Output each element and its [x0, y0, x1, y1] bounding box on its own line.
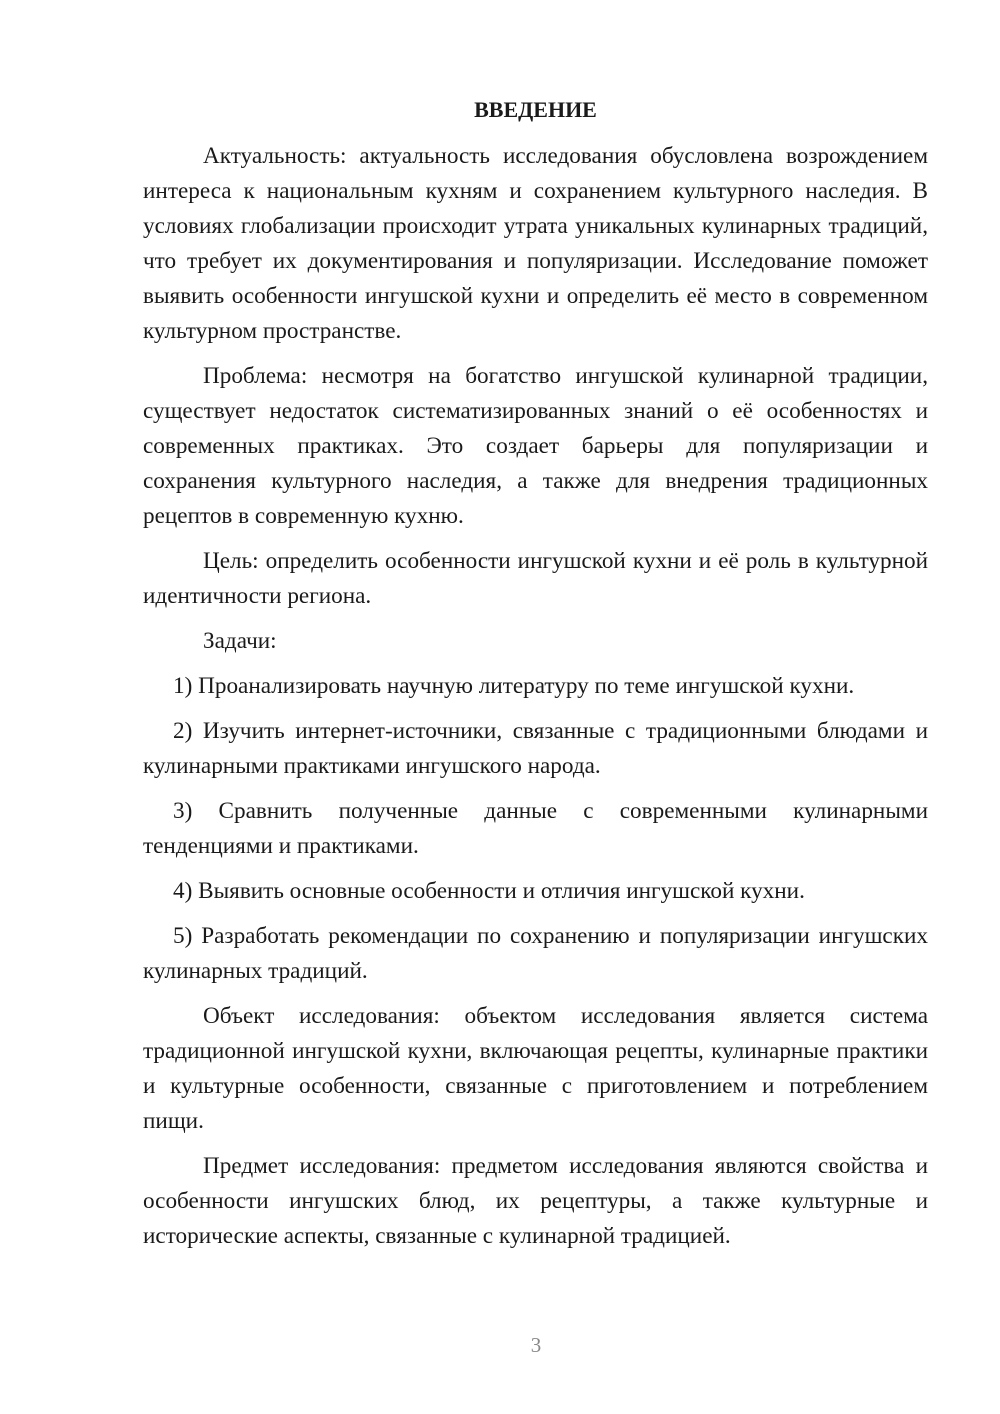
goal-paragraph: Цель: определить особенности ингушской кухни и её роль в культурной идентичности региона.	[143, 548, 928, 609]
problem-paragraph: Проблема: несмотря на богатство ингушской кулинарной традиции, существует недостаток систематизированных знаний о её особенностях и современных практиках. Это создает барьеры для популяризации и сохранения культурного наследия, а также для внедрения традиционных рецептов в современную кухню.	[143, 363, 928, 529]
object-paragraph: Объект исследования: объектом исследования является система традиционной ингушской кухни, включающая рецепты, кулинарные практики и культурные особенности, связанные с приготовлением и потреблением пищи.	[143, 1003, 928, 1134]
task-item: 3) Сравнить полученные данные с современными кулинарными тенденциями и практиками.	[143, 798, 928, 859]
task-item: 2) Изучить интернет-источники, связанные с традиционными блюдами и кулинарными практиками ингушского народа.	[143, 718, 928, 779]
task-item: 1) Проанализировать научную литературу по теме ингушской кухни.	[173, 673, 855, 699]
subject-paragraph: Предмет исследования: предметом исследования являются свойства и особенности ингушских блюд, их рецептуры, а также культурные и исторические аспекты, связанные с кулинарной традицией.	[143, 1153, 928, 1249]
task-item: 5) Разработать рекомендации по сохранению и популяризации ингушских кулинарных традиций.	[143, 923, 928, 984]
document-body	[143, 92, 928, 1264]
task-item: 4) Выявить основные особенности и отличия ингушской кухни.	[173, 878, 805, 904]
section-heading: ВВЕДЕНИЕ	[474, 97, 597, 122]
relevance-paragraph: Актуальность: актуальность исследования обусловлена возрождением интереса к национальным кухням и сохранением культурного наследия. В условиях глобализации происходит утрата уникальных кулинарных традиций, что требует их документирования и популяризации. Исследование поможет выявить особенности ингушской кухни и определить её место в современном культурном пространстве.	[143, 143, 928, 344]
page-number: 3	[530, 1333, 542, 1357]
tasks-label: Задачи:	[203, 628, 277, 654]
